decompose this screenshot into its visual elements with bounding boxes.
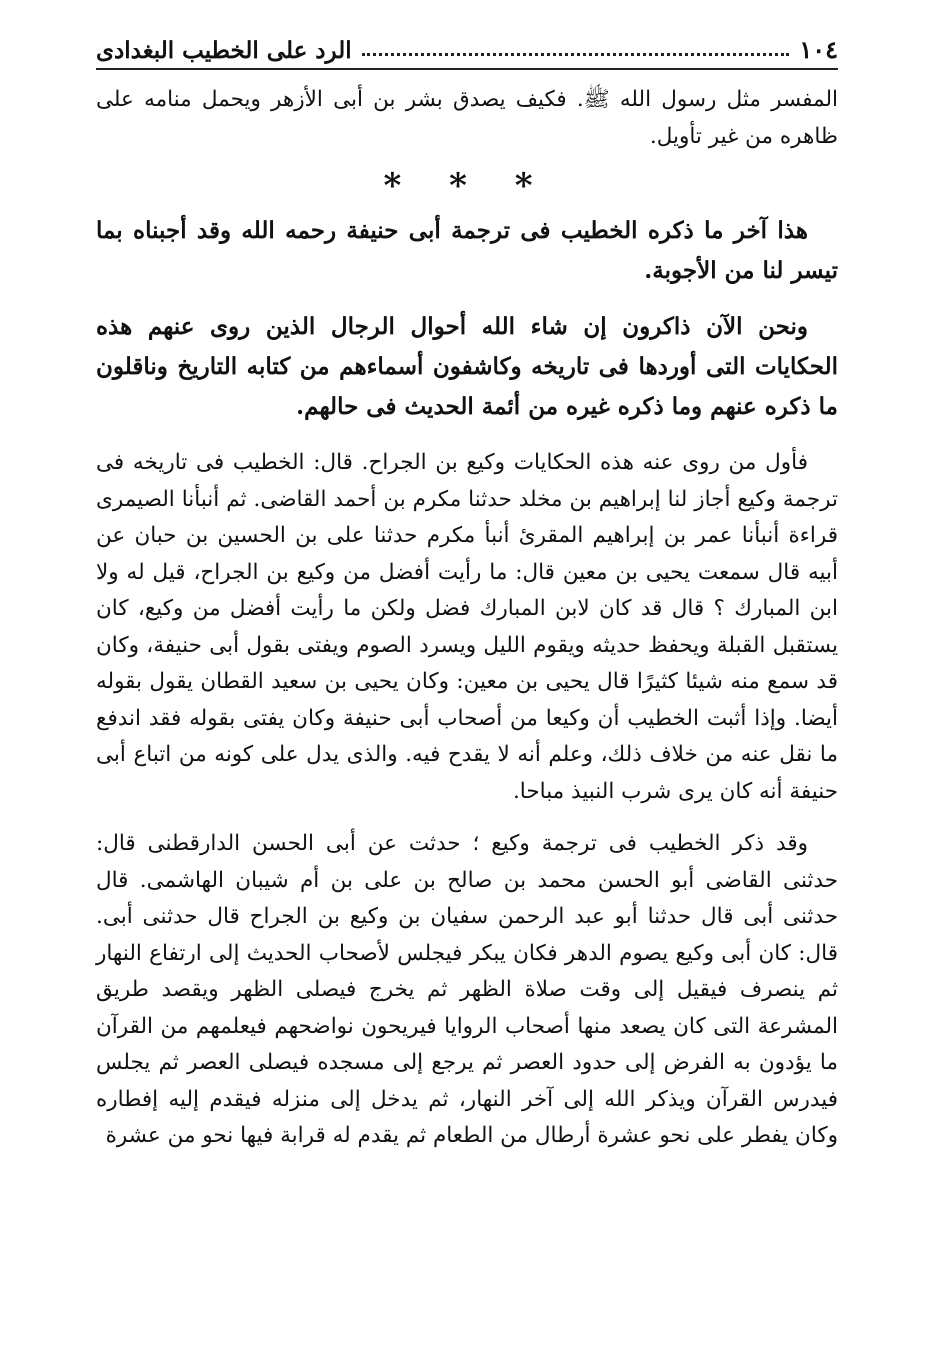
running-title: الرد على الخطيب البغدادى xyxy=(96,37,352,64)
intro-paragraph: المفسر مثل رسول الله ﷺ. فكيف يصدق بشر بن أبى الأزهر ويحمل منامه على ظاهره من غير تأويل. xyxy=(96,87,838,149)
header-leader-dots xyxy=(362,53,790,56)
book-page xyxy=(96,28,838,1155)
body-paragraph-2: وقد ذكر الخطيب فى ترجمة وكيع ؛ حدثت عن أبى الحسن الدارقطنى قال: حدثنى القاضى أبو الحسن محمد بن صالح بن على بن أم شيبان الهاشمى. قال حدثنى أبى قال حدثنا أبو عبد الرحمن سفيان بن وكيع بن الجراح قال حدثنى أبى. قال: كان أبى وكيع يصوم الدهر فكان يبكر فيجلس لأصحاب الحديث إلى ارتفاع النهار ثم ينصرف فيقيل إلى وقت صلاة الظهر ثم يخرج فيصلى الظهر ويقصد طريق المشرعة التى كان يصعد منها أصحاب الروايا فيريحون نواضحهم فيعلمهم من القرآن ما يؤدون به الفرض إلى حدود العصر ثم يرجع إلى مسجده فيصلى العصر ثم يجلس فيدرس القرآن ويذكر الله إلى آخر النهار، ثم يدخل إلى منزله فيقدم إليه إفطاره وكان يفطر على نحو عشرة أرطال من الطعام ثم يقدم له قرابة فيها نحو من عشرة xyxy=(96,831,838,1148)
section-separator: * * * xyxy=(383,166,551,206)
header-rule xyxy=(96,68,838,70)
page-number: ١٠٤ xyxy=(799,35,838,64)
bold-paragraph-2: ونحن الآن ذاكرون إن شاء الله أحوال الرجال الذين روى عنهم هذه الحكايات التى أوردها فى تاريخه وكاشفون أسماءهم من كتابه التاريخ وناقلون ما ذكره عنهم وما ذكره غيره من أئمة الحديث فى حالهم. xyxy=(96,313,838,420)
body-paragraph-1: فأول من روى عنه هذه الحكايات وكيع بن الجراح. قال: الخطيب فى تاريخه فى ترجمة وكيع أجاز لنا إبراهيم بن مخلد حدثنا مكرم بن أحمد القاضى. ثم أنبأنا الصيمرى قراءة أنبأنا عمر بن إبراهيم المقرئ أنبأ مكرم حدثنا على بن الحسين بن حبان عن أبيه قال سمعت يحيى بن معين قال: ما رأيت أفضل من وكيع بن الجراح، قيل له ولا ابن المبارك ؟ قال قد كان لابن المبارك فضل ولكن ما رأيت أفضل من وكيع، كان يستقبل القبلة ويحفظ حديثه ويقوم الليل ويسرد الصوم ويفتى بقول أبى حنيفة، وكان قد سمع منه شيئا كثيرًا قال يحيى بن معين: وكان يحيى بن سعيد القطان يقول بقوله أيضا. وإذا أثبت الخطيب أن وكيعا من أصحاب أبى حنيفة وكان يفتى بقوله فقد اندفع ما نقل عنه من خلاف ذلك، وعلم أنه لا يقدح فيه. والذى يدل على كونه من اتباع أبى حنيفة أنه كان يرى شرب النبيذ مباحا. xyxy=(96,450,838,804)
bold-paragraph-1: هذا آخر ما ذكره الخطيب فى ترجمة أبى حنيفة رحمه الله وقد أجبناه بما تيسر لنا من الأجوبة. xyxy=(96,217,838,284)
page-header xyxy=(96,28,838,64)
